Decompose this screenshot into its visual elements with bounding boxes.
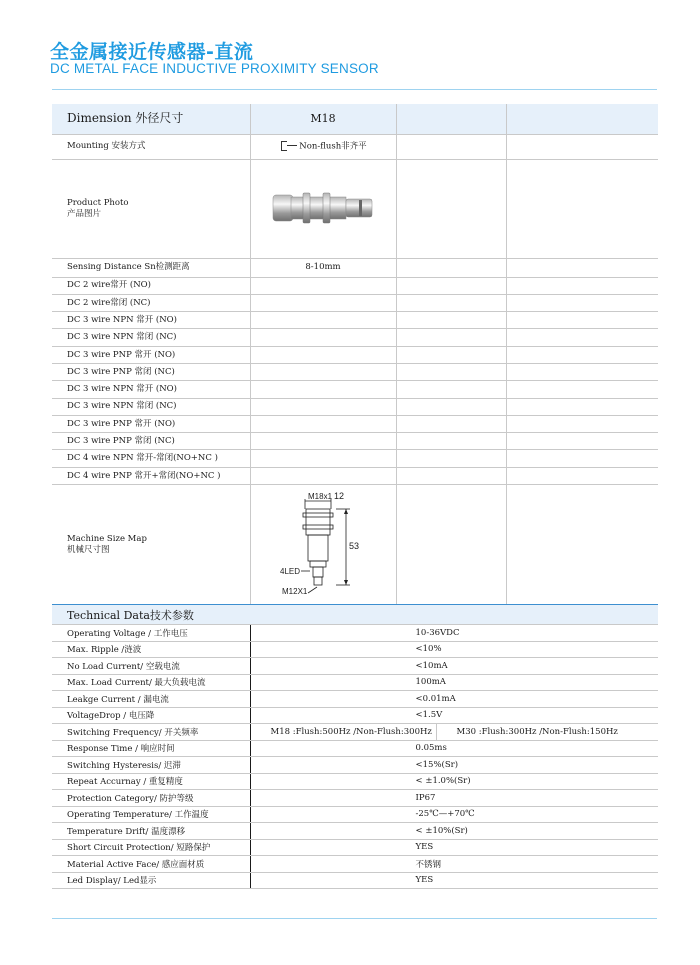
tech-row: Switching Hysteresis/ 迟滞 <15%(Sr) — [52, 757, 658, 774]
machine-row — [52, 485, 658, 605]
wiring-row: DC 3 wire PNP 常闭 (NC) — [52, 363, 658, 380]
connector-label: M12X1 — [282, 586, 308, 596]
wiring-row: DC 3 wire NPN 常闭 (NC) — [52, 398, 658, 415]
tech-row: Led Display/ Led显示 YES — [52, 872, 658, 889]
tech-row: Response Time / 响应时间 0.05ms — [52, 740, 658, 757]
page-title-en: DC METAL FACE INDUCTIVE PROXIMITY SENSOR — [50, 61, 379, 76]
dimension-value: M18 — [250, 104, 396, 134]
machine-size-drawing — [268, 487, 378, 599]
tech-row: Operating Voltage / 工作电压 10-36VDC — [52, 625, 658, 642]
top-dimension: 12 — [334, 490, 345, 501]
dimension-row — [52, 104, 658, 134]
mounting-row — [52, 134, 658, 159]
tech-row: Short Circuit Protection/ 短路保护 YES — [52, 839, 658, 856]
dimension-label: Dimension 外径尺寸 — [52, 104, 250, 134]
sensing-value: 8-10mm — [250, 258, 396, 277]
spec-table — [52, 104, 658, 605]
wiring-row: DC 3 wire PNP 常开 (NO) — [52, 346, 658, 363]
tech-row: Protection Category/ 防护等级 IP67 — [52, 790, 658, 807]
technical-data-header — [52, 605, 658, 625]
wiring-row: DC 4 wire PNP 常开+常闭(NO+NC ) — [52, 467, 658, 484]
led-label: 4LED — [280, 566, 301, 576]
machine-label-en: Machine Size Map — [67, 533, 147, 544]
wiring-row: DC 3 wire NPN 常开 (NO) — [52, 381, 658, 398]
tech-row: Max. Load Current/ 最大负载电流 100mA — [52, 674, 658, 691]
wiring-row: DC 4 wire NPN 常开-常闭(NO+NC ) — [52, 450, 658, 467]
photo-label-cn: 产品图片 — [67, 208, 102, 219]
non-flush-symbol-icon — [279, 141, 297, 151]
sensing-row — [52, 258, 658, 277]
photo-label-en: Product Photo — [67, 197, 129, 208]
footer-rule — [52, 918, 657, 919]
tech-row: No Load Current/ 空载电流 <10mA — [52, 658, 658, 675]
technical-data-title: Technical Data技术参数 — [52, 605, 658, 625]
header-rule — [52, 89, 657, 90]
photo-row — [52, 159, 658, 258]
page-title-cn: 全金属接近传感器-直流 — [50, 41, 254, 63]
wiring-row: DC 2 wire常开 (NO) — [52, 277, 658, 294]
tech-row: Leakge Current / 漏电流 <0.01mA — [52, 691, 658, 708]
thread-label: M18x1 — [308, 491, 333, 501]
wiring-row: DC 3 wire NPN 常闭 (NC) — [52, 329, 658, 346]
length-dimension: 53 — [349, 540, 360, 551]
mounting-value: Non-flush非齐平 — [299, 141, 367, 152]
machine-label-cn: 机械尺寸图 — [67, 544, 110, 555]
wiring-row: DC 2 wire常闭 (NC) — [52, 294, 658, 311]
tech-row: Repeat Accurnay / 重复精度 < ±1.0%(Sr) — [52, 773, 658, 790]
wiring-row: DC 3 wire PNP 常开 (NO) — [52, 415, 658, 432]
wiring-row: DC 3 wire NPN 常开 (NO) — [52, 312, 658, 329]
product-photo — [263, 177, 383, 237]
technical-data-table — [52, 604, 658, 889]
tech-row-switching-frequency: Switching Frequency/ 开关频率 M18 :Flush:500Hz /Non-Flush:300Hz M30 :Flush:300Hz /Non-Flush:150Hz — [52, 724, 658, 741]
tech-row: Operating Temperature/ 工作温度 -25℃—+70℃ — [52, 806, 658, 823]
tech-row: VoltageDrop / 电压降 <1.5V — [52, 707, 658, 724]
sensing-label: Sensing Distance Sn检测距离 — [52, 258, 250, 277]
tech-row: Max. Ripple /涟波 <10% — [52, 641, 658, 658]
wiring-row: DC 3 wire PNP 常闭 (NC) — [52, 433, 658, 450]
tech-row: Temperature Drift/ 温度漂移 < ±10%(Sr) — [52, 823, 658, 840]
tech-row: Material Active Face/ 感应面材质 不锈钢 — [52, 856, 658, 873]
mounting-label: Mounting 安装方式 — [52, 134, 250, 159]
